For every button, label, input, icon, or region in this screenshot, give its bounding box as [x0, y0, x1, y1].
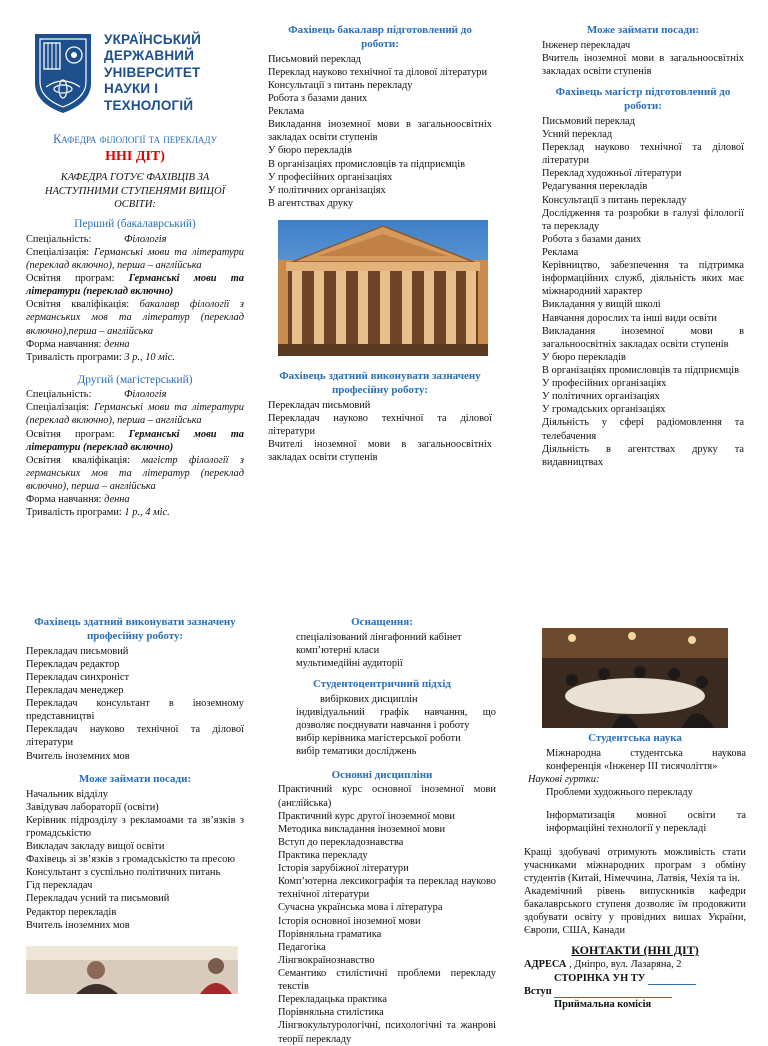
academic-text: Академічний рівень випускників кафедри бакалаврського ступеня дозволяє їм продовжити здобувати освіту у провідних вишах України, Європи, США, Канади [524, 885, 746, 937]
list-item: Перекладач редактор [26, 658, 120, 670]
list-item: Перекладач письмовий [268, 399, 371, 411]
contacts-title: КОНТАКТИ (ННІ ДІТ) [571, 943, 699, 958]
list-item: У бюро перекладів [268, 145, 352, 157]
list-item: вибір керівника магістерської роботи [296, 733, 461, 745]
list-item: Вчитель іноземних мов [26, 919, 130, 931]
list-item: Практика перекладу [278, 850, 368, 861]
exchange-text: Кращі здобувачі отримують можливість стати учасниками міжнародних програм з обміну студентів (Китай, Німеччина, Латвія, Чехія та ін. [524, 846, 746, 884]
list-item: Семантико стилістичні проблеми перекладу текстів [278, 967, 496, 993]
panel-master-positions [26, 616, 244, 1024]
list-item: Реклама [268, 106, 305, 118]
master-ready-title: Фахівець магістр підготовлений до роботи: [555, 86, 731, 113]
list-item: Перекладач науково технічної та ділової літератури [268, 412, 492, 437]
bachelor-duration: Тривалість програми: 3 р., 10 міс. [26, 351, 175, 363]
list-item: Порівняльна граматика [278, 928, 382, 940]
list-item: індивідуальний графік навчання, що дозволяє поєднувати навчання і роботу [296, 707, 496, 732]
positions-top-list [542, 39, 744, 78]
list-item: Переклад художньої літератури [542, 168, 682, 180]
list-item: Фахівець зі зв’язків з громадськістю та пресою [26, 854, 236, 866]
panel-master-work [542, 24, 744, 564]
list-item: Навчання дорослих та інші види освіти [542, 312, 717, 324]
bachelor-can-do-list [268, 399, 492, 465]
list-item: Перекладач менеджер [26, 685, 124, 697]
equipment-list [268, 631, 496, 670]
list-item: Письмовий переклад [542, 115, 635, 127]
list-item: мультимедійні аудиторії [296, 658, 403, 670]
list-item: В організаціях промисловців та підприємців [542, 364, 740, 376]
bachelor-title: Перший (бакалаврський) [74, 218, 196, 231]
list-item: Робота з базами даних [268, 93, 368, 105]
list-item: Редагування перекладів [542, 181, 648, 193]
list-item: Лінгвокультурологічні, психологічні та жанрові теорії перекладу [278, 1020, 496, 1045]
bachelor-form: Форма навчання: денна [26, 338, 130, 350]
master-can-do-list [26, 645, 244, 763]
science-circles-label: Наукові гуртки: [528, 774, 600, 786]
master-program: Освітня програм: Германські мови та літератури (переклад включно) [26, 428, 244, 453]
list-item: Завідувач лабораторії (освіти) [26, 801, 159, 813]
list-item: вибіркових дисциплін [320, 694, 418, 706]
lecture-photo [26, 946, 238, 994]
panel-science-contacts [524, 628, 746, 1024]
logo-line: ДЕРЖАВНИЙ [104, 48, 195, 64]
disciplines-list [268, 783, 496, 1045]
logo-line: УКРАЇНСЬКИЙ [104, 31, 201, 47]
department-title: Кафедра філології та перекладу [52, 132, 218, 146]
list-item: Педагогіка [278, 941, 326, 953]
list-item: Історія зарубіжної літератури [278, 863, 409, 875]
list-item: комп’ютерні класи [296, 644, 380, 656]
list-item: Консультації з питань перекладу [542, 194, 687, 206]
master-title: Другий (магістерський) [77, 373, 193, 386]
list-item: У професійних організаціях [268, 171, 393, 183]
list-item: Порівняльна стилістика [278, 1007, 384, 1019]
bachelor-ready-list [268, 53, 492, 210]
list-item: Начальник відділу [26, 788, 108, 800]
science-title: Студентська наука [588, 732, 682, 744]
list-item: Консультації з питань перекладу [268, 79, 413, 91]
list-item: Викладання іноземної мови в загальноосвітніх закладах освіти ступенів [542, 325, 744, 350]
list-item: Вступ до перекладознавства [278, 836, 404, 848]
list-item: Лінгвокраїнознавство [278, 954, 375, 966]
list-item: Перекладач синхроніст [26, 671, 129, 683]
list-item: Перекладач науково технічної та ділової літератури [26, 724, 244, 749]
panel-programs [26, 24, 244, 564]
bachelor-program: Освітня програм: Германські мови та літератури (переклад включно) [26, 273, 244, 298]
student-centered-list [268, 693, 496, 759]
institute-title: ННІ ДІТ) [105, 148, 165, 164]
university-emblem-icon [32, 31, 94, 115]
list-item: Вчитель іноземних мов [26, 750, 130, 762]
logo-line: УНІВЕРСИТЕТ [104, 64, 201, 80]
disciplines-title: Основні дисципліни [331, 768, 433, 781]
science-circle: Інформатизація мовної освіти та інформаційні технології у перекладі [546, 810, 746, 835]
list-item: У професійних організаціях [542, 378, 667, 390]
science-conference: Міжнародна студентська наукова конференція «Інженер ІІІ тисячоліття» [546, 747, 746, 772]
master-qualification: Освітня кваліфікація: магістр філології з германських мов та літератур (переклад включно), перша – англійська [26, 454, 244, 492]
list-item: Усний переклад [542, 129, 613, 141]
degrees-intro: КАФЕДРА ГОТУЄ ФАХІВЦІВ ЗА НАСТУПНИМИ СТУПЕНЯМИ ВИЩОЇ ОСВІТИ: [44, 172, 226, 211]
master-specialization: Спеціалізація: Германські мови та літератури (переклад включно), перша – англійська [26, 402, 244, 427]
master-specialty: Спеціальність: Філологія [26, 389, 167, 401]
list-item: Інженер перекладач [542, 39, 631, 51]
list-item: У політичних організаціях [268, 184, 386, 196]
list-item: Історія основної іноземної мови [278, 915, 421, 927]
equipment-title: Оснащення: [351, 616, 413, 628]
student-centered-title: Студентоцентричний підхід [312, 678, 451, 691]
contacts-committee: Приймальна комісія [554, 998, 652, 1010]
list-item: Редактор перекладів [26, 906, 117, 918]
bachelor-specialization: Спеціалізація: Германські мови та літератури (переклад включно), перша – англійська [26, 246, 244, 271]
list-item: Керівництво, забезпечення та підтримка інформаційних служб, діяльність яких має міжнародний характер [542, 260, 744, 298]
list-item: Методика викладання іноземної мови [278, 823, 446, 835]
bachelor-can-do-title: Фахівець здатний виконувати зазначену професійну роботу: [279, 370, 481, 396]
science-circle: Проблеми художнього перекладу [546, 787, 693, 799]
list-item: Перекладач письмовий [26, 645, 129, 657]
list-item: Робота з базами даних [542, 233, 642, 245]
list-item: В організаціях промисловців та підприємців [268, 158, 466, 170]
list-item: У громадських організаціях [542, 404, 666, 416]
list-item: У бюро перекладів [542, 351, 626, 363]
conference-photo [542, 628, 728, 728]
list-item: Перекладацька практика [278, 994, 387, 1006]
bachelor-ready-title: Фахівець бакалавр підготовлений до роботи: [288, 24, 472, 50]
list-item: Комп’ютерна лексикографія та переклад науково технічної літератури [278, 876, 496, 901]
contacts-admission: Вступ [524, 985, 746, 998]
list-item: Перекладач консультант в іноземному представництві [26, 698, 244, 723]
panel-study [268, 616, 496, 1045]
list-item: Практичний курс основної іноземної мови (англійська) [278, 784, 496, 809]
master-can-do-title: Фахівець здатний виконувати зазначену професійну роботу: [34, 616, 236, 642]
positions-bottom-list [26, 788, 244, 932]
list-item: Практичний курс другої іноземної мови [278, 810, 455, 822]
list-item: Дослідження та розробки в галузі філології та перекладу [542, 207, 744, 232]
list-item: вибір тематики досліджень [296, 746, 417, 758]
list-item: В агентствах друку [268, 197, 354, 209]
bachelor-qualification: Освітня кваліфікація: бакалавр філології з германських мов та літератур (переклад включно),перша – англійська [26, 299, 244, 337]
list-item: Викладання у вищій школі [542, 299, 661, 311]
list-item: Перекладач усний та письмовий [26, 893, 170, 905]
list-item: Діяльність в агентствах друку та видавництвах [542, 443, 744, 468]
list-item: Консультант з суспільно політичних питань [26, 867, 221, 879]
bachelor-specialty: Спеціальність: Філологія [26, 233, 167, 245]
university-logo [32, 24, 244, 122]
master-duration: Тривалість програми: 1 р., 4 міс. [26, 507, 170, 519]
logo-line: НАУКИ І ТЕХНОЛОГІЙ [104, 81, 194, 113]
list-item: Керівник підрозділу з рекламоами та зв’язків з громадськістю [26, 814, 244, 839]
contacts-page: СТОРІНКА УН ТУ [524, 972, 746, 985]
list-item: Письмовий переклад [268, 53, 361, 65]
list-item: Гід перекладач [26, 880, 93, 892]
master-ready-list [542, 115, 744, 469]
list-item: Сучасна українська мова і література [278, 902, 443, 914]
positions-bottom-title: Може займати посади: [78, 772, 192, 785]
list-item: Переклад науково технічної та ділової літератури [542, 142, 744, 167]
list-item: У політичних організаціях [542, 391, 660, 403]
list-item: Переклад науково технічної та ділової літератури [268, 66, 488, 78]
list-item: Викладач закладу вищої освіти [26, 841, 165, 852]
list-item: Викладання іноземної мови в загальноосвітніх закладах освіти ступенів [268, 119, 492, 144]
list-item: Вчитель іноземної мови в загальноосвітніх закладах освіти ступенів [542, 52, 744, 78]
contacts-address: АДРЕСА , Дніпро, вул. Лазаряна, 2 [524, 959, 682, 971]
university-building-photo [278, 220, 488, 356]
list-item: спеціалізований лінгафонний кабінет [296, 631, 462, 643]
panel-bachelor-work [268, 24, 492, 564]
positions-top-title: Може займати посади: [586, 24, 700, 36]
list-item: Діяльність у сфері радіомовлення та телебачення [542, 417, 744, 442]
list-item: Реклама [542, 247, 579, 258]
master-form: Форма навчання: денна [26, 494, 130, 506]
list-item: Вчителі іноземної мови в загальноосвітніх закладах освіти ступенів [268, 439, 492, 464]
